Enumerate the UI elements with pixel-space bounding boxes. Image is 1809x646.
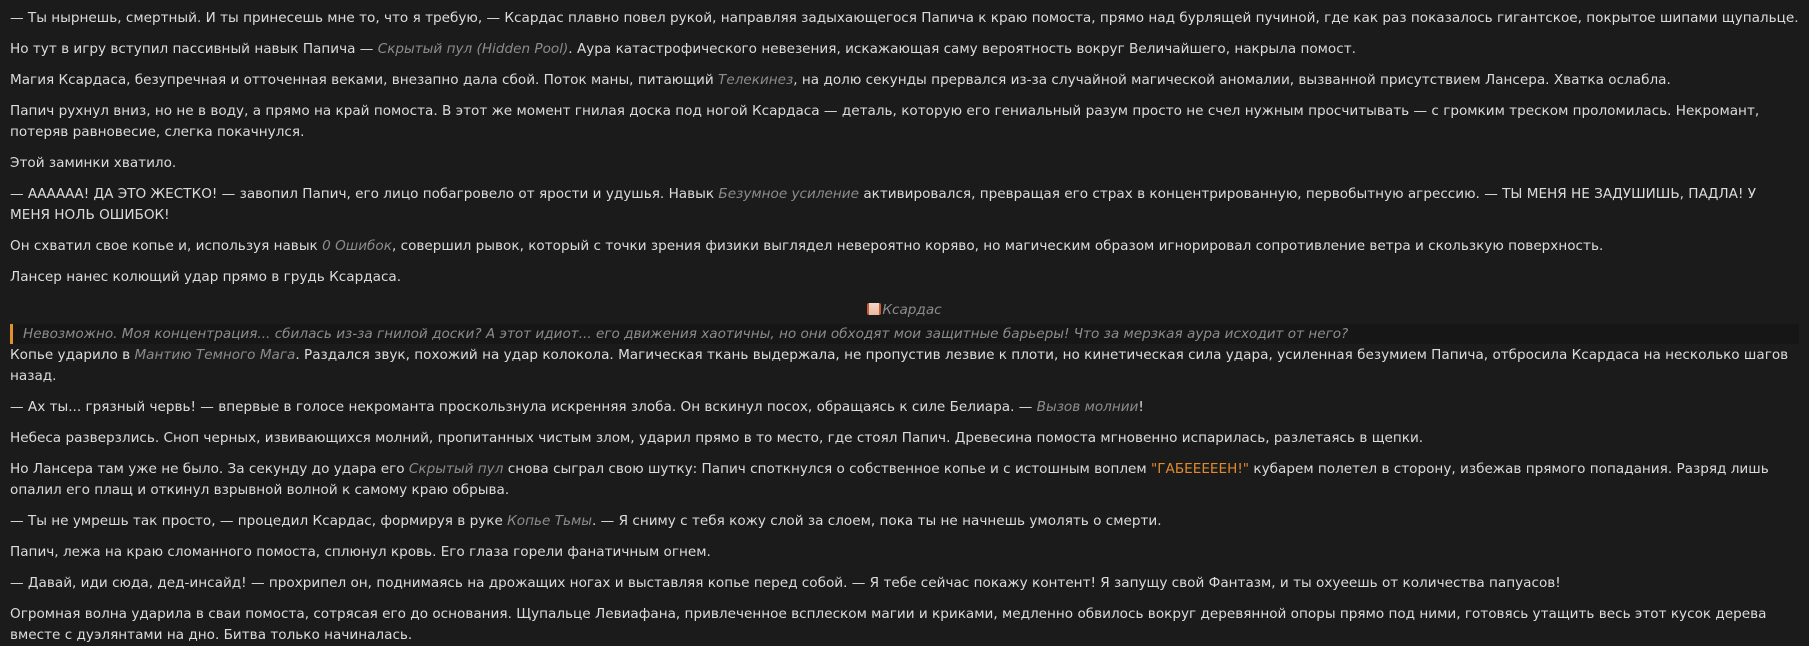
paragraph (10, 604, 1799, 646)
text: Лансер нанес колющий удар прямо в грудь Ксардаса. (10, 269, 402, 285)
skill-term: 0 Ошибок (322, 238, 392, 254)
paragraph (10, 267, 1799, 288)
text: Но Лансера там уже не было. За секунду до удара его (10, 461, 409, 477)
spell-term: Копье Тьмы (507, 513, 593, 529)
paragraph (10, 428, 1799, 449)
paragraph (10, 542, 1799, 563)
text: , совершил рывок, который с точки зрения физики выглядел невероятно коряво, но магическим образом игнорировал сопротивление ветра и скользкую поверхность. (391, 238, 1604, 254)
paragraph (10, 511, 1799, 532)
paragraph (10, 8, 1799, 29)
paragraph (10, 101, 1799, 143)
paragraph (10, 459, 1799, 501)
skill-term: Безумное усиление (718, 186, 860, 202)
text: Копье ударило в (10, 347, 135, 363)
skill-term: Скрытый пул (408, 461, 504, 477)
paragraph (10, 236, 1799, 257)
text: . — Я сниму с тебя кожу слой за слоем, пока ты не начнешь умолять о смерти. (592, 513, 1162, 529)
paragraph (10, 573, 1799, 594)
text: — Ты нырнешь, смертный. И ты принесешь мне то, что я требую, — Ксардас плавно повел рукой, направляя задыхающегося Папича к краю помоста, прямо над бурлящей пучиной, где как раз показалось гигантское, покрытое шипами щупальце. (10, 10, 1799, 26)
speaker-label (10, 300, 1799, 320)
text: . Аура катастрофического невезения, искажающая саму вероятность вокруг Величайшего, накрыла помост. (568, 41, 1356, 57)
text: Папич, лежа на краю сломанного помоста, сплюнул кровь. Его глаза горели фанатичным огнем. (10, 544, 711, 560)
item-term: Мантию Темного Мага (134, 347, 296, 363)
paragraph (10, 153, 1799, 174)
text: Небеса разверзлись. Сноп черных, извивающихся молний, пропитанных чистым злом, ударил прямо в то место, где стоял Папич. Древесина помоста мгновенно испарилась, разлетаясь в щепки. (10, 430, 1424, 446)
text: ! (1138, 399, 1144, 415)
text: , на долю секунды прервался из-за случайной магической аномалии, вызванной присутствием Лансера. Хватка ослабла. (793, 72, 1671, 88)
text: Магия Ксардаса, безупречная и отточенная веками, внезапно дала сбой. Поток маны, питающий (10, 72, 719, 88)
text: . Раздался звук, похожий на удар колокола. Магическая ткань выдержала, не пропустив лезвие к плоти, но кинетическая сила удара, усиленная безумием Папича, отбросила Ксардаса на несколько шагов назад. (10, 347, 1789, 384)
text: снова сыграл свою шутку: Папич споткнулся о собственное копье и с истошным воплем (503, 461, 1151, 477)
thought-quote: Невозможно. Моя концентрация... сбилась из-за гнилой доски? А этот идиот... его движения хаотичны, но они обходят мои защитные барьеры! Что за мерзкая аура исходит от него? (10, 324, 1799, 344)
text: активировался, превращая его страх в концентрированную, первобытную агрессию. — ТЫ МЕНЯ НЕ ЗАДУШИШЬ, ПАДЛА! У МЕНЯ НОЛЬ ОШИБОК! (10, 186, 1757, 223)
paragraph (10, 397, 1799, 418)
text: — АААААА! ДА ЭТО ЖЕСТКО! — завопил Папич, его лицо побагровело от ярости и удушья. Навык (10, 186, 719, 202)
text: Он схватил свое копье и, используя навык (10, 238, 323, 254)
paragraph (10, 39, 1799, 60)
paragraph (10, 184, 1799, 226)
shout-text: "ГАБЕЕЕЕЕН!" (1150, 461, 1250, 477)
text: Но тут в игру вступил пассивный навык Папича — (10, 41, 378, 57)
spell-term: Вызов молнии (1036, 399, 1139, 415)
paragraph (10, 70, 1799, 91)
text: — Давай, иди сюда, дед-инсайд! — прохрипел он, поднимаясь на дрожащих ногах и выставляя копье перед собой. — Я тебе сейчас покажу контент! Я запущу свой Фантазм, и ты охуеешь от количества папуасов! (10, 575, 1561, 591)
text: — Ах ты... грязный червь! — впервые в голосе некроманта проскользнула искренняя злоба. Он вскинул посох, обращаясь к силе Белиара. — (10, 399, 1037, 415)
text: Огромная волна ударила в сваи помоста, сотрясая его до основания. Щупальце Левиафана, привлеченное всплеском магии и криками, медленно обвилось вокруг деревянной опоры прямо под ними, готовясь утащить весь этот кусок дерева вместе с дуэлянтами на дно. Битва только начиналась. (10, 606, 1767, 643)
text: кубарем полетел в сторону, избежав прямого попадания. Разряд лишь опалил его плащ и откинул взрывной волной к самому краю обрыва. (10, 461, 1769, 498)
speaker-name: Ксардас (882, 302, 942, 318)
text: Этой заминки хватило. (10, 155, 177, 171)
text: Папич рухнул вниз, но не в воду, а прямо на край помоста. В этот же момент гнилая доска под ногой Ксардаса — деталь, которую его гениальный разум просто не счел нужным просчитывать — с громким треском проломилась. Некромант, потеряв равновесие, слегка покачнулся. (10, 103, 1760, 140)
skill-term: Телекинез (718, 72, 794, 88)
scroll-icon (867, 303, 881, 315)
text: — Ты не умрешь так просто, — процедил Ксардас, формируя в руке (10, 513, 508, 529)
skill-term: Скрытый пул (Hidden Pool) (377, 41, 569, 57)
paragraph (10, 345, 1799, 387)
